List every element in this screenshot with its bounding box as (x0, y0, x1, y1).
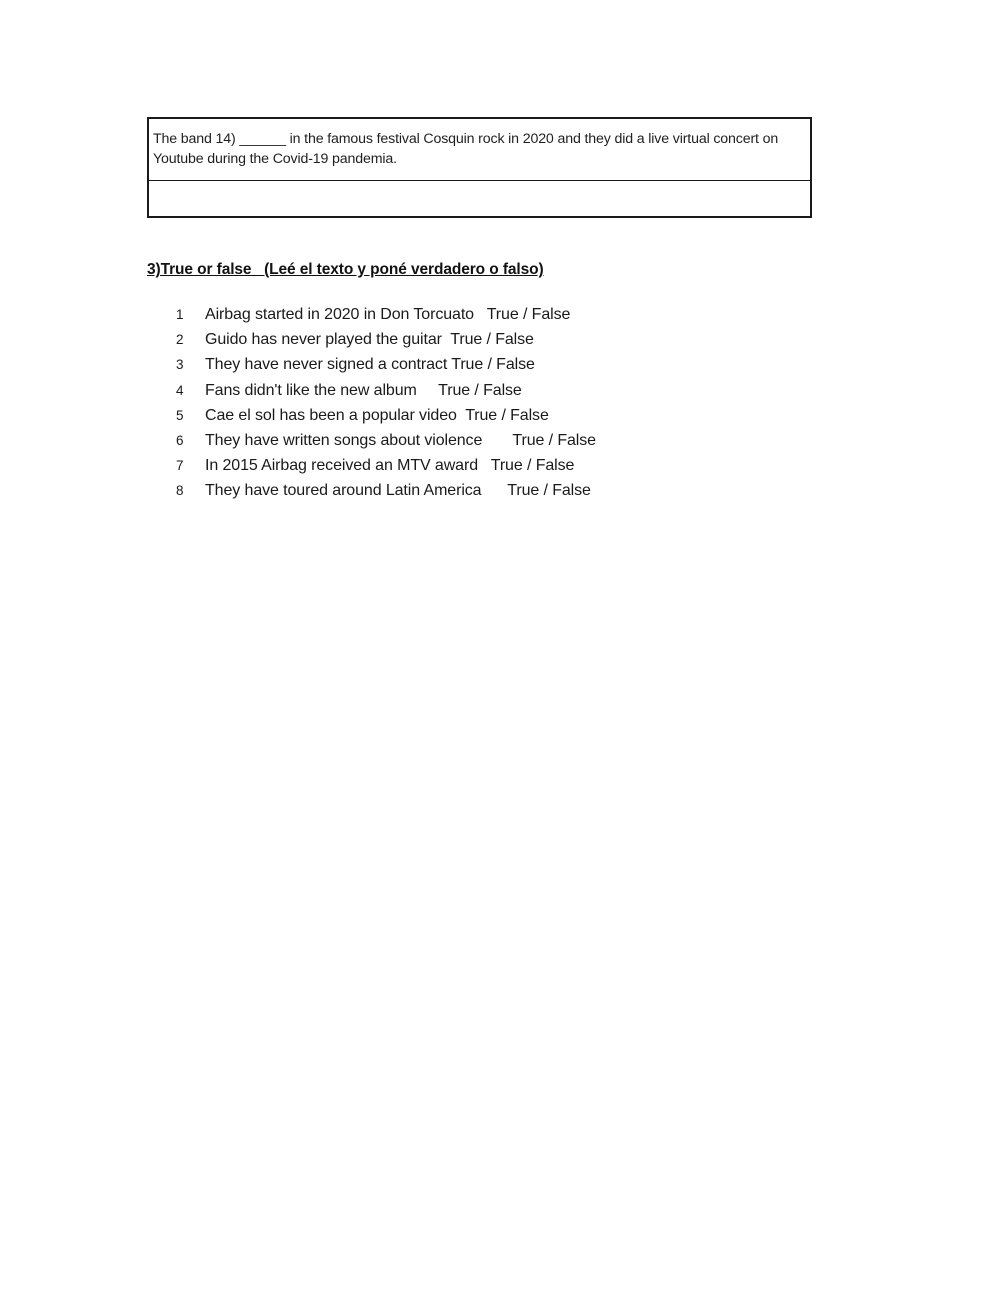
item-statement: They have never signed a contract True / False (205, 356, 535, 374)
question-14-box (147, 117, 812, 218)
list-item (176, 327, 596, 352)
true-false-list (176, 302, 596, 504)
item-statement: In 2015 Airbag received an MTV award True / False (205, 457, 575, 475)
item-number: 3 (176, 357, 184, 373)
item-number: 4 (176, 382, 184, 398)
question-14-text: The band 14) ______ in the famous festival Cosquin rock in 2020 and they did a live virtual concert on Youtube during the Covid-19 pandemia. (153, 131, 779, 167)
section-3-title: 3)True or false (Leé el texto y poné verdadero o falso) (147, 261, 544, 278)
item-statement: They have toured around Latin America True / False (205, 482, 591, 500)
list-item (176, 478, 596, 503)
list-item (176, 453, 596, 478)
list-item (176, 302, 596, 327)
item-number: 2 (176, 332, 184, 348)
list-item (176, 352, 596, 377)
question-14-answer-field[interactable] (149, 181, 810, 216)
item-number: 1 (176, 307, 184, 322)
list-item (176, 403, 596, 428)
list-item (176, 428, 596, 453)
item-statement: Airbag started in 2020 in Don Torcuato True / False (205, 306, 571, 323)
item-number: 8 (176, 483, 184, 499)
item-statement: Guido has never played the guitar True / False (205, 331, 534, 349)
item-number: 5 (176, 407, 184, 423)
item-number: 6 (176, 432, 184, 448)
item-statement: Fans didn't like the new album True / False (205, 381, 522, 399)
item-statement: Cae el sol has been a popular video True / False (205, 406, 549, 424)
item-number: 7 (176, 458, 184, 474)
list-item (176, 378, 596, 403)
item-statement: They have written songs about violence True / False (205, 431, 596, 449)
